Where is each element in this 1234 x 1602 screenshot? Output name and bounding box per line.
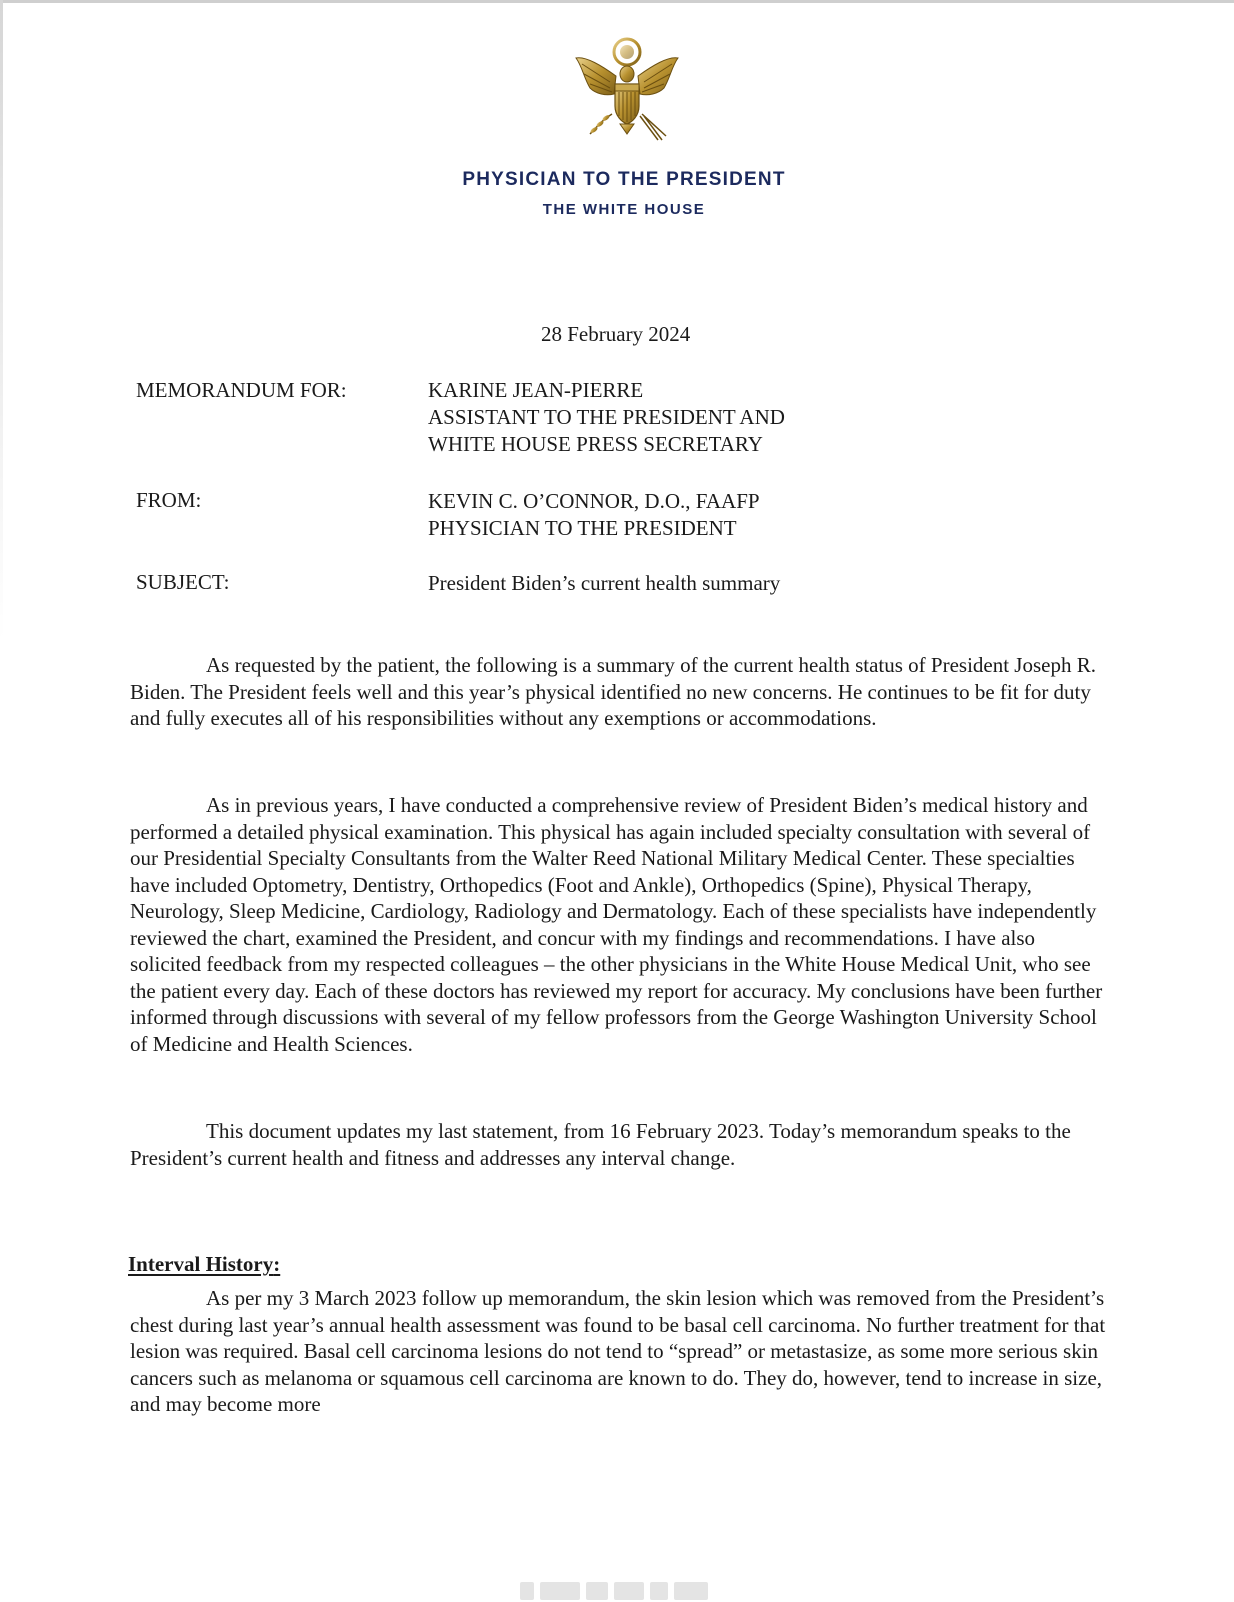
paragraph-text: As in previous years, I have conducted a comprehensive review of President Biden’s medical history and performed a detailed physical examination. This physical has again included specialty consultation with several of our Presidential Specialty Consultants from the Walter Reed National Military Medical Center. These specialties have included Optometry, Dentistry, Orthopedics (Foot and Ankle), Orthopedics (Spine), Physical Therapy, Neurology, Sleep Medicine, Cardiology, Radiology and Dermatology. Each of these specialists have independently reviewed the chart, examined the President, and concur with my findings and recommendations. I have also solicited feedback from my respected colleagues – the other physicians in the White House Medical Unit, who see the patient every day. Each of these doctors has reviewed my report for accuracy. My conclusions have been further informed through discussions with several of my fellow professors from the George Washington University School of Medicine and Health Sciences. — [130, 793, 1103, 1056]
memo-from-label: FROM: — [136, 488, 202, 512]
paragraph-text: This document updates my last statement, from 16 February 2023. Today’s memorandum speaks to the President’s current health and fitness and addresses any interval change. — [130, 1119, 1071, 1170]
interval-history-heading — [128, 1252, 280, 1277]
letterhead-title: PHYSICIAN TO THE PRESIDENT — [462, 169, 786, 190]
memo-subject — [428, 570, 780, 597]
memo-date: 28 February 2024 — [541, 322, 691, 346]
memo-for-recipient — [428, 377, 785, 458]
heading-text: Interval History — [128, 1252, 274, 1276]
paragraph-text: As per my 3 March 2023 follow up memorandum, the skin lesion which was removed from the President’s chest during last year’s annual health assessment was found to be basal cell carcinoma. No further treatment for that lesion was required. Basal cell carcinoma lesions do not tend to “spread” or metastasize, as some more serious skin cancers such as melanoma or squamous cell carcinoma are known to do. They do, however, tend to increase in size, and may become more — [130, 1286, 1106, 1416]
sender-line: PHYSICIAN TO THE PRESIDENT — [428, 516, 737, 540]
recipient-line: WHITE HOUSE PRESS SECRETARY — [428, 432, 763, 456]
scan-watermark — [520, 1580, 720, 1602]
recipient-line: KARINE JEAN-PIERRE — [428, 378, 644, 402]
body-paragraph-3 — [130, 1118, 1110, 1171]
memo-subject-label: SUBJECT: — [136, 570, 230, 594]
subject-text: President Biden’s current health summary — [428, 571, 781, 595]
memo-from-sender — [428, 488, 760, 542]
body-paragraph-2 — [130, 792, 1110, 1057]
letterhead-subtitle: THE WHITE HOUSE — [542, 201, 706, 218]
heading-colon: : — [273, 1252, 281, 1276]
page-top-edge — [0, 0, 1234, 3]
memo-for-label: MEMORANDUM FOR: — [136, 378, 347, 402]
presidential-seal-icon — [572, 36, 682, 144]
sender-line: KEVIN C. O’CONNOR, D.O., FAAFP — [428, 489, 760, 513]
page-left-edge — [0, 0, 3, 640]
recipient-line: ASSISTANT TO THE PRESIDENT AND — [428, 405, 785, 429]
paragraph-text: As requested by the patient, the following is a summary of the current health status of President Joseph R. Biden. The President feels well and this year’s physical identified no new concerns. He continues to be fit for duty and fully executes all of his responsibilities without any exemptions or accommodations. — [130, 653, 1096, 730]
interval-history-paragraph — [130, 1285, 1110, 1418]
body-paragraph-1 — [130, 652, 1110, 732]
